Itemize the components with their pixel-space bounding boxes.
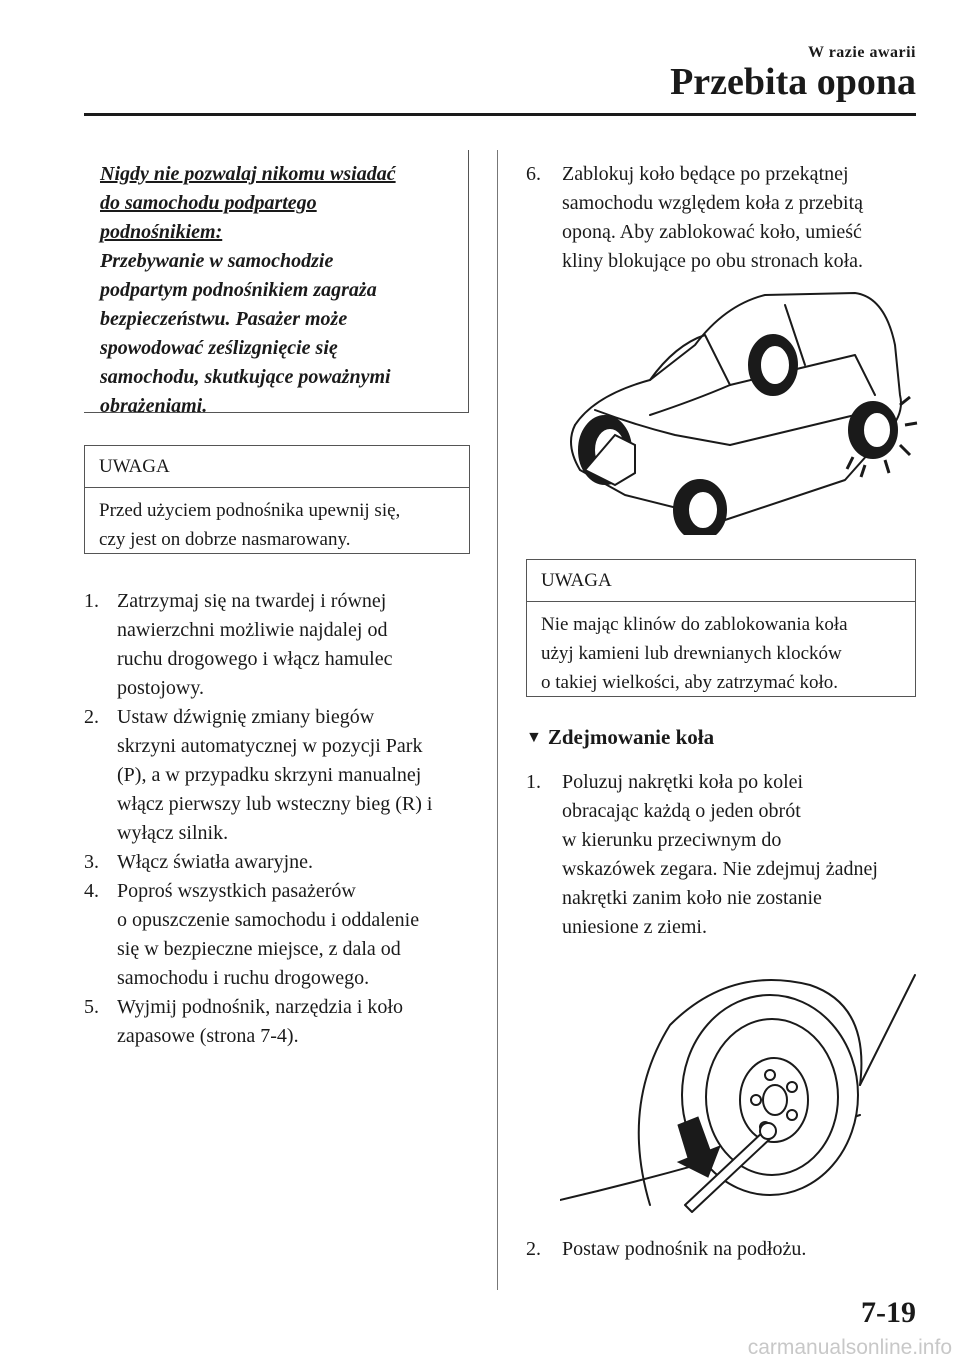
step-text [117, 703, 479, 848]
note-label: UWAGA [85, 446, 469, 488]
step-line: nawierzchni możliwie najdalej od [117, 619, 388, 641]
list-item [84, 993, 479, 1051]
steps-list-right [526, 768, 936, 942]
car-windshield [650, 335, 730, 415]
note-label: UWAGA [527, 560, 915, 602]
watermark: carmanualsonline.info [747, 1336, 952, 1359]
step-line: Włącz światła awaryjne. [117, 851, 314, 873]
note-line: Przed użyciem podnośnika upewnij się, [99, 500, 401, 521]
warning-body-line: spowodować ześlizgnięcie się [100, 337, 338, 359]
step-line: samochodu względem koła z przebitą [562, 192, 863, 214]
list-item [526, 768, 936, 942]
note-line: czy jest on dobrze nasmarowany. [99, 529, 351, 550]
note-line: o takiej wielkości, aby zatrzymać koło. [541, 672, 839, 693]
header-rule [84, 113, 916, 116]
step-number: 3. [84, 851, 99, 873]
step-number: 5. [84, 996, 99, 1018]
subsection-heading [526, 725, 714, 750]
step-line: kliny blokujące po obu stronach koła. [562, 250, 864, 272]
note-body [85, 488, 469, 554]
step-line: o opuszczenie samochodu i oddalenie [117, 909, 420, 931]
step-text [117, 587, 479, 703]
warning-text [100, 160, 460, 421]
note-body [527, 602, 915, 697]
note-line: Nie mając klinów do zablokowania koła [541, 614, 848, 635]
warning-body-line: samochodu, skutkujące poważnymi [100, 366, 391, 388]
step-number: 1. [84, 590, 99, 612]
subsection-title: Zdejmowanie koła [547, 725, 715, 749]
warning-body-line: podpartym podnośnikiem zagraża [100, 279, 377, 301]
step-text [117, 877, 479, 993]
body-line [860, 975, 915, 1085]
list-item [84, 848, 479, 877]
list-item [526, 160, 936, 276]
step-text [117, 848, 479, 877]
warning-heading-line: Nigdy nie pozwalaj nikomu wsiadać [100, 163, 396, 185]
step-line: uniesione z ziemi. [562, 916, 707, 938]
page-number: 7-19 [861, 1296, 916, 1329]
step-line: Poluzuj nakrętki koła po kolei [562, 771, 804, 793]
warning-body-line: bezpieczeństwu. Pasażer może [100, 308, 348, 330]
wheel-front-right [674, 480, 726, 535]
warning-body-line: Przebywanie w samochodzie [100, 250, 334, 272]
step-line: Postaw podnośnik na podłożu. [562, 1238, 807, 1260]
step-line: w kierunku przeciwnym do [562, 829, 782, 851]
car-door-line [730, 415, 855, 445]
list-item [84, 877, 479, 993]
warning-heading-line: do samochodu podpartego [100, 192, 317, 214]
warning-heading-line: podnośnikiem: [100, 221, 223, 243]
step-number: 6. [526, 163, 541, 185]
step-6 [526, 160, 936, 276]
step-line: Zablokuj koło będące po przekątnej [562, 163, 849, 185]
step-line: Ustaw dźwignię zmiany biegów [117, 706, 375, 728]
step-line: włącz pierwszy lub wsteczny bieg (R) i [117, 793, 433, 815]
list-item [526, 1235, 936, 1264]
step-text [117, 993, 479, 1051]
step-line: zapasowe (strona 7-4). [117, 1025, 299, 1047]
steps-list-left [84, 587, 479, 1051]
page-title: Przebita opona [670, 61, 916, 103]
step-text [562, 160, 936, 276]
wheel-wrench-illustration [560, 965, 920, 1215]
step-line: oponą. Aby zablokować koło, umieść [562, 221, 862, 243]
step-number: 2. [526, 1238, 541, 1260]
step-number: 4. [84, 880, 99, 902]
car-wheel-chock-illustration [555, 285, 925, 535]
list-item [84, 587, 479, 703]
section-label: W razie awarii [807, 44, 916, 61]
step-line: obracając każdą o jeden obrót [562, 800, 801, 822]
step-line: wyłącz silnik. [117, 822, 229, 844]
step-line: postojowy. [117, 677, 205, 699]
step-line: wskazówek zegara. Nie zdejmuj żadnej [562, 858, 878, 880]
list-item [84, 703, 479, 848]
warning-body-line: obrażeniami. [100, 395, 208, 417]
step-number: 2. [84, 706, 99, 728]
wheel-front-left [579, 416, 635, 485]
step-line: Wyjmij podnośnik, narzędzia i koło [117, 996, 403, 1018]
step-line: (P), a w przypadku skrzyni manualnej [117, 764, 422, 786]
column-divider [497, 150, 498, 1290]
step-line: nakrętki zanim koło nie zostanie [562, 887, 822, 909]
step-number: 1. [526, 771, 541, 793]
step-line: samochodu i ruchu drogowego. [117, 967, 370, 989]
step-line: Zatrzymaj się na twardej i równej [117, 590, 387, 612]
note-box [526, 559, 916, 697]
step-line: ruchu drogowego i włącz hamulec [117, 648, 393, 670]
wheel-rear-left [749, 335, 797, 395]
step-line: Poproś wszystkich pasażerów [117, 880, 356, 902]
note-line: użyj kamieni lub drewnianych klocków [541, 643, 842, 664]
triangle-down-icon: ▼ [526, 728, 542, 746]
step-text [562, 768, 936, 942]
step-line: skrzyni automatycznej w pozycji Park [117, 735, 423, 757]
steps-list-right-2 [526, 1235, 936, 1264]
step-line: się w bezpieczne miejsce, z dala od [117, 938, 401, 960]
note-box [84, 445, 470, 554]
step-text [562, 1235, 936, 1264]
